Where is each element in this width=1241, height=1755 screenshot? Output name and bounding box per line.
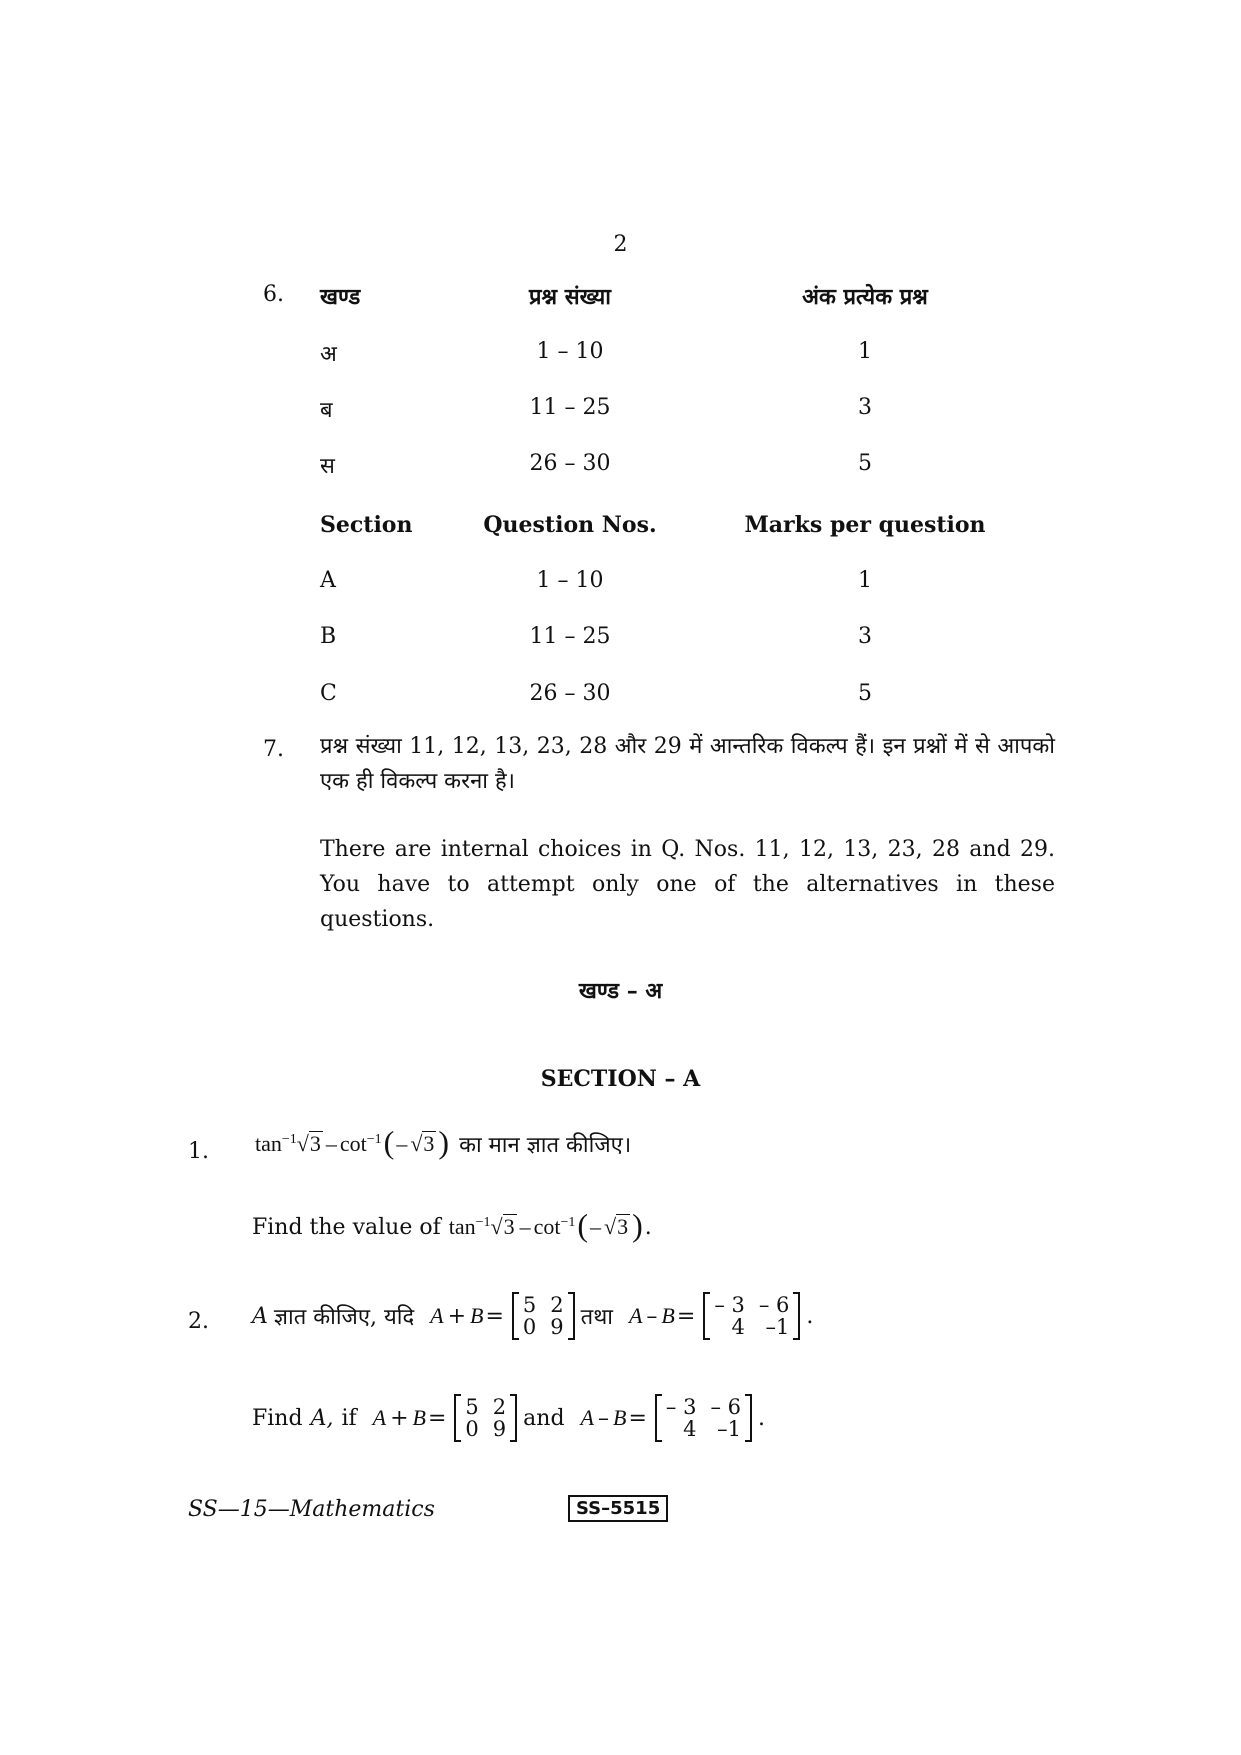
radical-sign: √	[296, 1131, 309, 1156]
matrix-difference: – 3 – 6 4 –1	[703, 1292, 800, 1340]
radical-sign: √	[604, 1214, 617, 1239]
hindi-row-section: ब	[320, 398, 333, 423]
english-row-range: 1 – 10	[536, 568, 604, 593]
hindi-header-marks: अंक प्रत्येक प्रश्न	[802, 284, 928, 310]
q1-expression: tan −1 √ 3 – cot −1 ( – √ 3 )	[255, 1124, 450, 1160]
right-paren: )	[632, 1207, 643, 1243]
hindi-header-section: खण्ड	[320, 284, 361, 310]
page-number: 2	[613, 232, 628, 257]
english-row-marks: 3	[858, 624, 872, 649]
question-1-hindi: tan −1 √ 3 – cot −1 ( – √ 3 ) का मान ज्ञात कीजिए।	[255, 1124, 632, 1160]
section-heading-hindi: खण्ड – अ	[578, 978, 663, 1004]
hindi-row-marks: 3	[858, 395, 872, 420]
item-6-number: 6.	[263, 282, 284, 307]
english-header-marks: Marks per question	[744, 512, 986, 538]
english-row-range: 11 – 25	[529, 624, 611, 649]
footer-paper-code: SS–5515	[568, 1495, 668, 1522]
english-header-section: Section	[320, 512, 413, 538]
left-paren: (	[577, 1207, 589, 1243]
english-row-section: C	[320, 681, 337, 706]
hindi-row-marks: 5	[858, 451, 872, 476]
hindi-row-section: स	[320, 454, 335, 479]
left-paren: (	[383, 1124, 395, 1160]
item-7-english-text: There are internal choices in Q. Nos. 11, 12, 13, 23, 28 and 29. You have to attempt only one of the alternatives in these questions.	[320, 837, 1055, 932]
matrix-sum: 5 2 0 9	[512, 1292, 575, 1340]
hindi-row-section: अ	[320, 342, 337, 367]
question-1-english: Find the value of tan −1 √ 3 – cot −1 ( – √ 3 ) .	[252, 1207, 652, 1243]
radical-sign: √	[490, 1214, 503, 1239]
english-row-range: 26 – 30	[529, 681, 611, 706]
radical-sign: √	[410, 1131, 423, 1156]
hindi-row-range: 1 – 10	[536, 339, 604, 364]
english-row-section: A	[320, 568, 336, 593]
english-header-question-nos: Question Nos.	[483, 512, 657, 538]
item-7-number: 7.	[263, 737, 284, 762]
section-heading-english: SECTION – A	[540, 1066, 701, 1092]
english-row-section: B	[320, 624, 337, 649]
hindi-header-question-nos: प्रश्न संख्या	[529, 284, 611, 310]
question-1-number: 1.	[188, 1139, 209, 1164]
hindi-row-range: 11 – 25	[529, 395, 611, 420]
question-2-number: 2.	[188, 1309, 209, 1334]
matrix-sum: 5 2 0 9	[454, 1394, 517, 1442]
question-2-english: Find A, if A + B = 5 2 0 9 and A – B = – 3 – 6 4 –1 .	[252, 1395, 765, 1441]
right-paren: )	[438, 1124, 450, 1160]
matrix-difference: – 3 – 6 4 –1	[655, 1394, 752, 1442]
question-2-hindi: A ज्ञात कीजिए, यदि A + B = 5 2 0 9 तथा A – B = – 3 – 6 4 –1 .	[252, 1293, 814, 1339]
q1-expression-english: tan −1 √ 3 – cot −1 ( – √ 3 )	[448, 1207, 643, 1243]
english-row-marks: 5	[858, 681, 872, 706]
english-row-marks: 1	[858, 568, 872, 593]
footer-subject: SS—15—Mathematics	[188, 1497, 435, 1522]
hindi-row-marks: 1	[858, 339, 872, 364]
item-7-hindi-text: प्रश्न संख्या 11, 12, 13, 23, 28 और 29 में आन्तरिक विकल्प हैं। इन प्रश्नों में से आपको एक ही विकल्प करना है।	[320, 734, 1055, 794]
hindi-row-range: 26 – 30	[529, 451, 611, 476]
